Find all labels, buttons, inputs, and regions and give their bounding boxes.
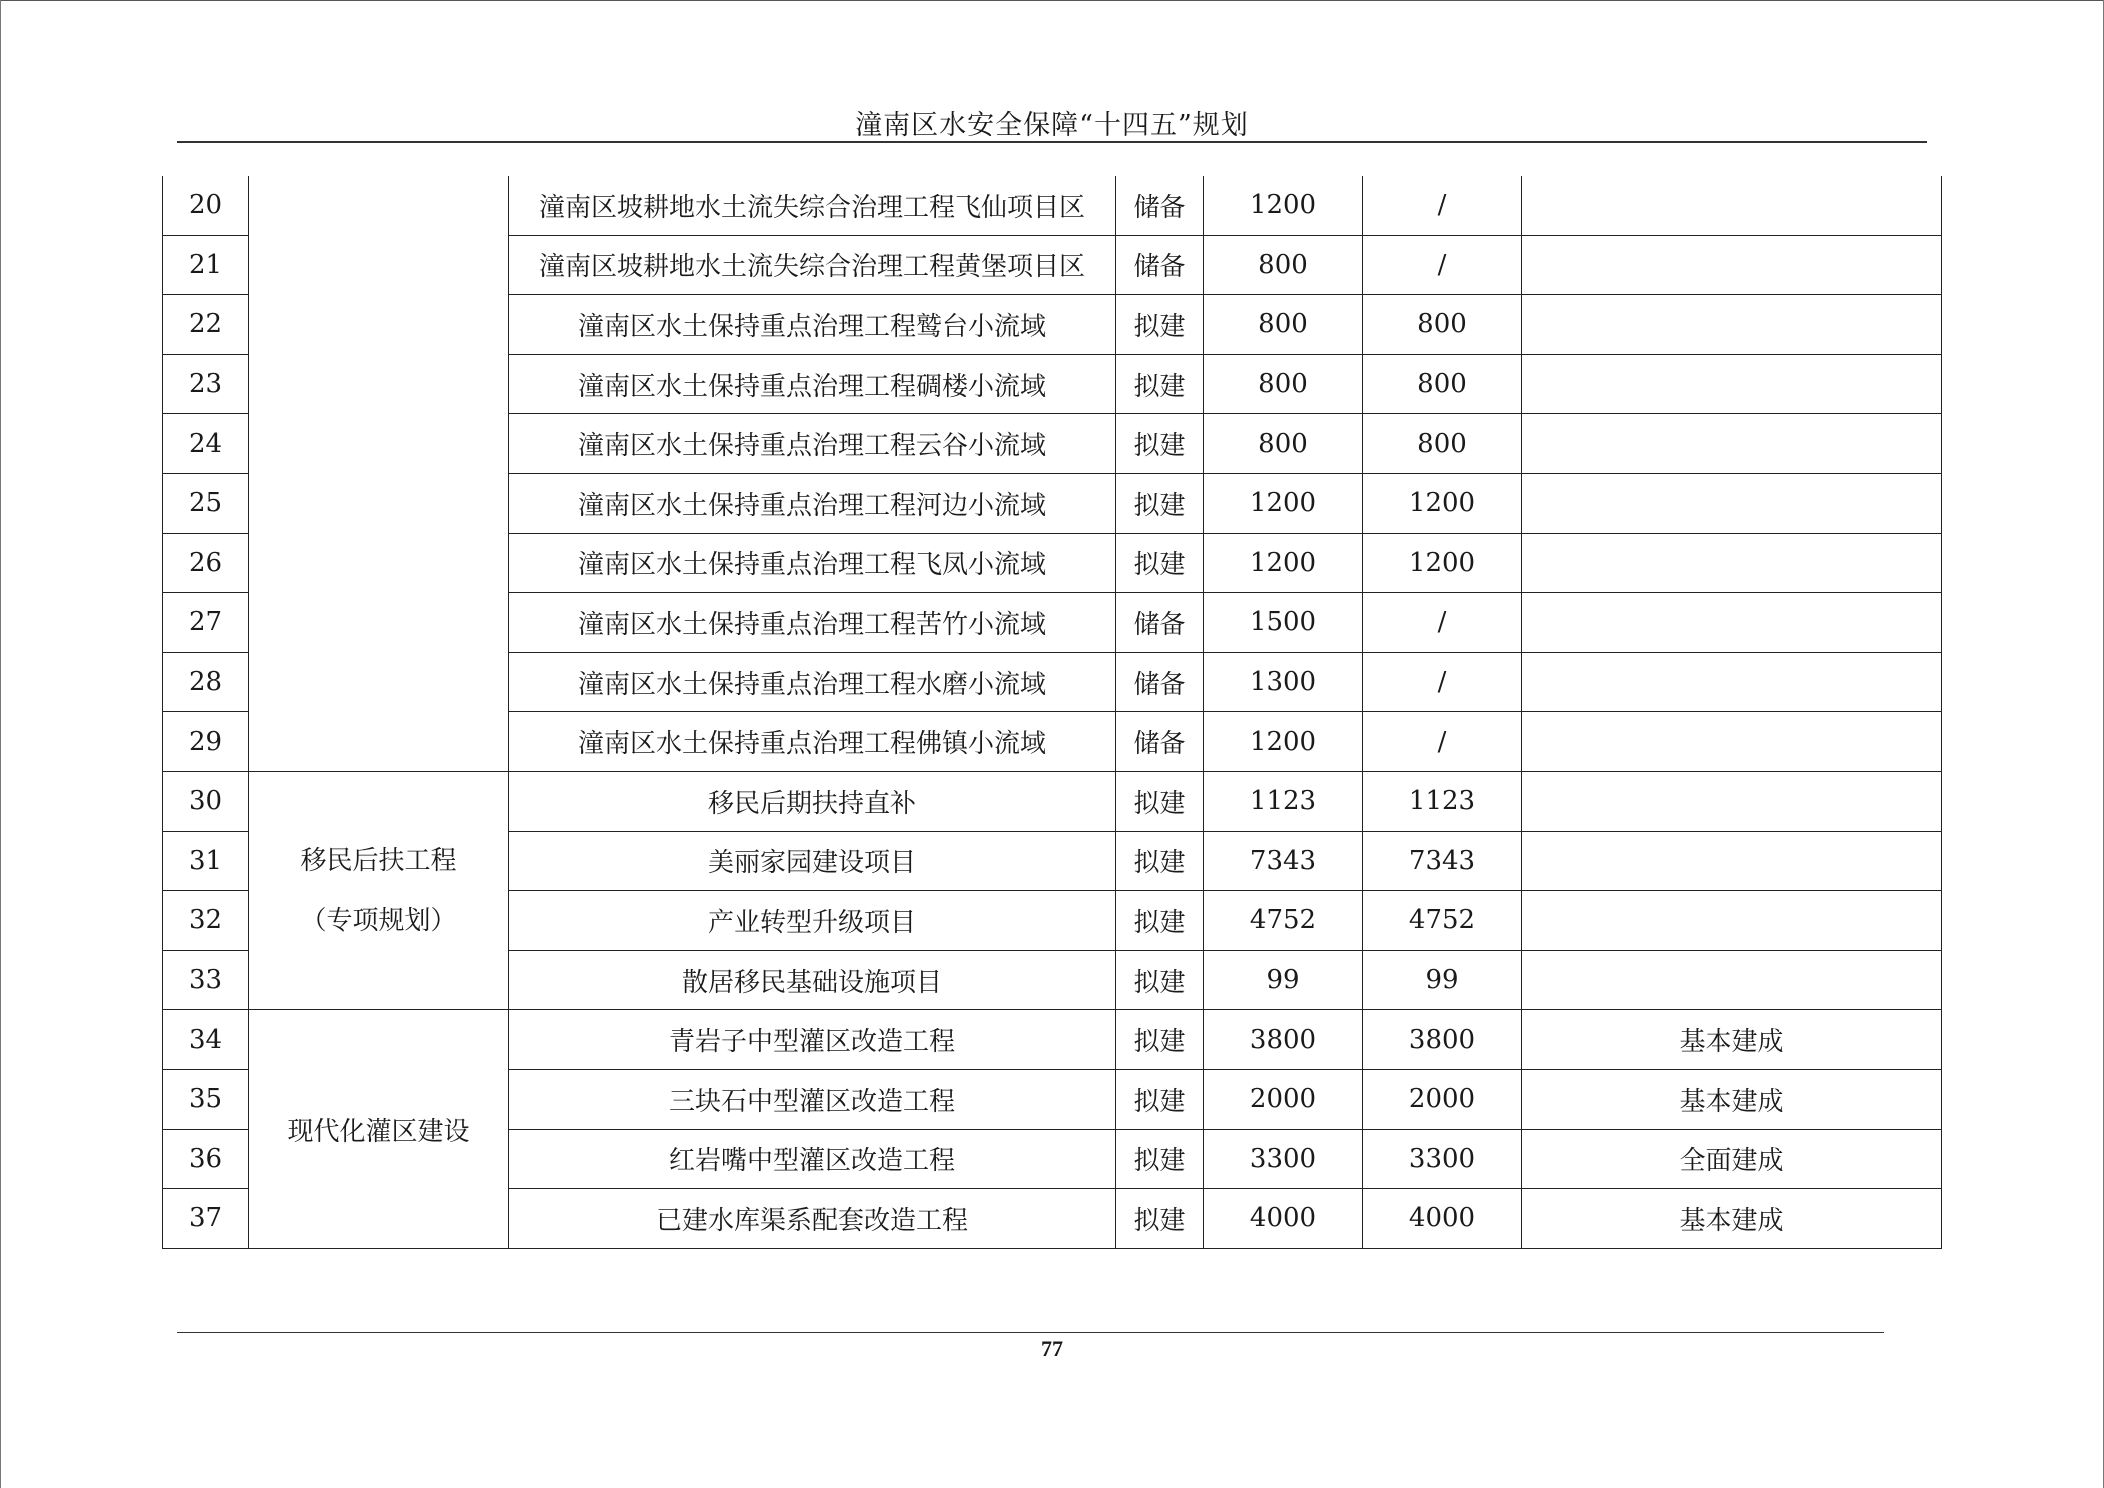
project-name: 红岩嘴中型灌区改造工程 <box>509 1129 1116 1189</box>
document-header-title: 潼南区水安全保障“十四五”规划 <box>855 110 1249 141</box>
project-name: 美丽家园建设项目 <box>509 831 1116 891</box>
row-number: 32 <box>163 891 249 951</box>
investment-period: 99 <box>1363 950 1522 1010</box>
investment-total: 3300 <box>1204 1129 1363 1189</box>
project-status: 拟建 <box>1116 891 1204 951</box>
target-cell: 基本建成 <box>1522 1189 1942 1249</box>
target-cell <box>1522 414 1942 474</box>
project-name: 已建水库渠系配套改造工程 <box>509 1189 1116 1249</box>
footer-divider <box>177 1332 1884 1333</box>
investment-total: 3800 <box>1204 1010 1363 1070</box>
project-name: 潼南区水土保持重点治理工程佛镇小流域 <box>509 712 1116 772</box>
investment-period: / <box>1363 652 1522 712</box>
investment-total: 800 <box>1204 414 1363 474</box>
investment-period: 1123 <box>1363 771 1522 831</box>
project-status: 储备 <box>1116 652 1204 712</box>
page-number: 77 <box>1041 1336 1063 1361</box>
project-status: 储备 <box>1116 176 1204 235</box>
project-status: 储备 <box>1116 712 1204 772</box>
row-number: 29 <box>163 712 249 772</box>
project-name: 三块石中型灌区改造工程 <box>509 1069 1116 1129</box>
project-status: 拟建 <box>1116 533 1204 593</box>
target-cell <box>1522 771 1942 831</box>
target-cell <box>1522 593 1942 653</box>
project-status: 拟建 <box>1116 950 1204 1010</box>
investment-period: 4752 <box>1363 891 1522 951</box>
project-status: 拟建 <box>1116 1189 1204 1249</box>
category-label: 现代化灌区建设 <box>287 1116 470 1147</box>
project-name: 潼南区水土保持重点治理工程水磨小流域 <box>509 652 1116 712</box>
target-cell <box>1522 176 1942 235</box>
category-cell-irrigation <box>249 1010 509 1248</box>
investment-total: 4000 <box>1204 1189 1363 1249</box>
project-name: 潼南区坡耕地水土流失综合治理工程黄堡项目区 <box>509 235 1116 295</box>
investment-total: 1123 <box>1204 771 1363 831</box>
investment-period: / <box>1363 176 1522 235</box>
target-cell <box>1522 831 1942 891</box>
target-cell <box>1522 533 1942 593</box>
investment-period: 2000 <box>1363 1069 1522 1129</box>
project-status: 拟建 <box>1116 1069 1204 1129</box>
project-name: 散居移民基础设施项目 <box>509 950 1116 1010</box>
row-number: 27 <box>163 593 249 653</box>
project-name: 青岩子中型灌区改造工程 <box>509 1010 1116 1070</box>
investment-total: 2000 <box>1204 1069 1363 1129</box>
investment-period: / <box>1363 235 1522 295</box>
project-name: 潼南区水土保持重点治理工程飞凤小流域 <box>509 533 1116 593</box>
project-name: 产业转型升级项目 <box>509 891 1116 951</box>
target-cell: 基本建成 <box>1522 1010 1942 1070</box>
project-status: 拟建 <box>1116 1129 1204 1189</box>
investment-period: 1200 <box>1363 473 1522 533</box>
page-border <box>0 0 1 1488</box>
row-number: 31 <box>163 831 249 891</box>
investment-period: 4000 <box>1363 1189 1522 1249</box>
investment-period: 3800 <box>1363 1010 1522 1070</box>
category-sublabel: （专项规划） <box>300 905 457 936</box>
row-number: 36 <box>163 1129 249 1189</box>
row-number: 33 <box>163 950 249 1010</box>
investment-total: 800 <box>1204 295 1363 355</box>
investment-total: 1200 <box>1204 712 1363 772</box>
investment-total: 4752 <box>1204 891 1363 951</box>
row-number: 20 <box>163 176 249 235</box>
investment-total: 1500 <box>1204 593 1363 653</box>
project-name: 潼南区水土保持重点治理工程苦竹小流域 <box>509 593 1116 653</box>
row-number: 22 <box>163 295 249 355</box>
investment-period: 800 <box>1363 354 1522 414</box>
investment-period: 7343 <box>1363 831 1522 891</box>
project-name: 潼南区水土保持重点治理工程云谷小流域 <box>509 414 1116 474</box>
row-number: 34 <box>163 1010 249 1070</box>
investment-total: 1300 <box>1204 652 1363 712</box>
row-number: 30 <box>163 771 249 831</box>
header-divider <box>177 141 1927 143</box>
row-number: 23 <box>163 354 249 414</box>
project-status: 拟建 <box>1116 473 1204 533</box>
target-cell <box>1522 473 1942 533</box>
investment-total: 1200 <box>1204 176 1363 235</box>
target-cell <box>1522 712 1942 772</box>
row-number: 37 <box>163 1189 249 1249</box>
project-name: 潼南区水土保持重点治理工程河边小流域 <box>509 473 1116 533</box>
row-number: 24 <box>163 414 249 474</box>
target-cell <box>1522 354 1942 414</box>
project-table <box>162 176 1942 1249</box>
target-cell <box>1522 295 1942 355</box>
investment-period: 3300 <box>1363 1129 1522 1189</box>
project-status: 拟建 <box>1116 354 1204 414</box>
project-name: 移民后期扶持直补 <box>509 771 1116 831</box>
investment-period: 1200 <box>1363 533 1522 593</box>
investment-total: 800 <box>1204 354 1363 414</box>
project-status: 拟建 <box>1116 771 1204 831</box>
investment-period: 800 <box>1363 295 1522 355</box>
row-number: 21 <box>163 235 249 295</box>
row-number: 35 <box>163 1069 249 1129</box>
target-cell: 基本建成 <box>1522 1069 1942 1129</box>
project-status: 拟建 <box>1116 1010 1204 1070</box>
investment-total: 7343 <box>1204 831 1363 891</box>
target-cell <box>1522 950 1942 1010</box>
category-cell <box>249 176 509 771</box>
project-name: 潼南区水土保持重点治理工程鹫台小流域 <box>509 295 1116 355</box>
project-status: 储备 <box>1116 235 1204 295</box>
investment-period: / <box>1363 593 1522 653</box>
target-cell <box>1522 652 1942 712</box>
category-cell-resettlement <box>249 771 509 1009</box>
project-status: 拟建 <box>1116 831 1204 891</box>
table-row <box>163 1010 1942 1070</box>
project-status: 拟建 <box>1116 295 1204 355</box>
page-border <box>0 0 2104 1</box>
project-name: 潼南区坡耕地水土流失综合治理工程飞仙项目区 <box>509 176 1116 235</box>
category-label: 移民后扶工程 <box>300 845 457 876</box>
investment-period: 800 <box>1363 414 1522 474</box>
row-number: 26 <box>163 533 249 593</box>
table-row <box>163 176 1942 235</box>
target-cell <box>1522 891 1942 951</box>
target-cell <box>1522 235 1942 295</box>
project-status: 储备 <box>1116 593 1204 653</box>
table-row <box>163 771 1942 831</box>
target-cell: 全面建成 <box>1522 1129 1942 1189</box>
investment-total: 99 <box>1204 950 1363 1010</box>
investment-total: 1200 <box>1204 473 1363 533</box>
row-number: 25 <box>163 473 249 533</box>
investment-total: 800 <box>1204 235 1363 295</box>
row-number: 28 <box>163 652 249 712</box>
investment-total: 1200 <box>1204 533 1363 593</box>
project-name: 潼南区水土保持重点治理工程碉楼小流域 <box>509 354 1116 414</box>
investment-period: / <box>1363 712 1522 772</box>
project-status: 拟建 <box>1116 414 1204 474</box>
